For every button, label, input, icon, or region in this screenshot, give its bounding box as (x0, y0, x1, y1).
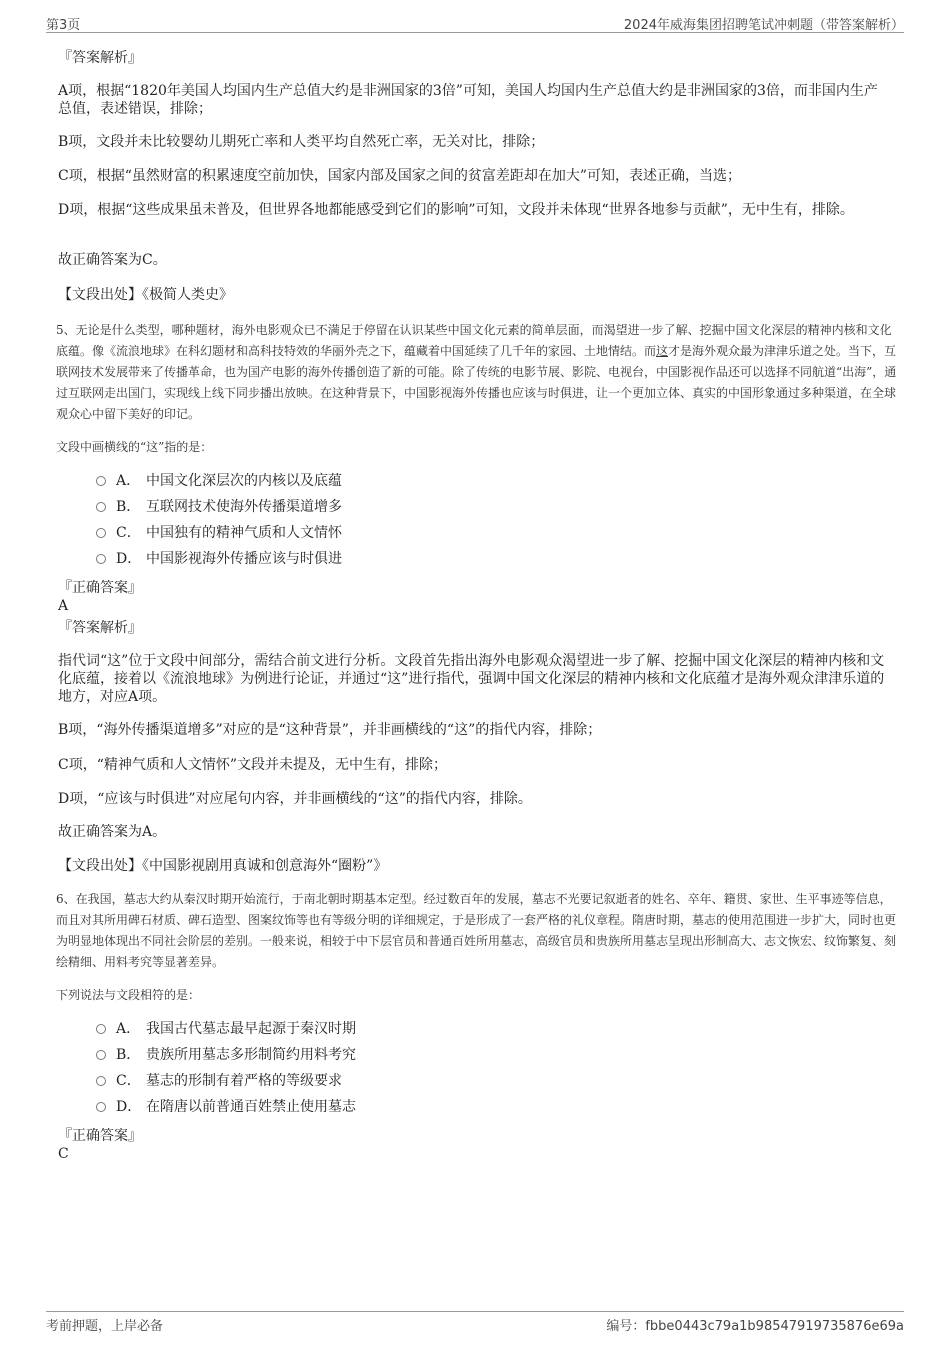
q6-option-a[interactable]: A． 我国古代墓志最早起源于秦汉时期 (96, 1020, 356, 1038)
q5-analysis-d: D项，“应该与时俱进”对应尾句内容，并非画横线的“这”的指代内容，排除。 (58, 791, 532, 807)
q5-underlined-word: 这 (656, 344, 669, 358)
q5-option-b[interactable]: B． 互联网技术使海外传播渠道增多 (96, 498, 342, 516)
radio-icon[interactable] (96, 528, 106, 538)
q5-stem: 文段中画横线的“这”指的是： (56, 440, 213, 454)
radio-icon[interactable] (96, 502, 106, 512)
q4-analysis-d: D项，根据“这些成果虽未普及，但世界各地都能感受到它们的影响”可知，文段并未体现“世界各地参与贡献”，无中生有，排除。 (58, 202, 854, 218)
q6-option-c[interactable]: C． 墓志的形制有着严格的等级要求 (96, 1072, 342, 1090)
q6-stem: 下列说法与文段相符的是： (56, 988, 201, 1002)
radio-icon[interactable] (96, 1050, 106, 1060)
q5-option-c[interactable]: C． 中国独有的精神气质和人文情怀 (96, 524, 342, 542)
q5-analysis-b: B项，“海外传播渠道增多”对应的是“这种背景”，并非画横线的“这”的指代内容，排除； (58, 722, 602, 738)
q4-analysis-a: A项，根据“1820年美国人均国内生产总值大约是非洲国家的3倍”可知，美国人均国内生产总值大约是非洲国家的3倍，而非国内生产总值，表述错误，排除； (58, 83, 878, 117)
q4-conclusion: 故正确答案为C。 (58, 252, 167, 268)
q5-passage-before: 5、无论是什么类型，哪种题材，海外电影观众已不满足于停留在认识某些中国文化元素的简单层面，而渴望进一步了解、挖掘中国文化深层的精神内核和文化底蕴。像《流浪地球》在科幻题材和高科技特效的华丽外壳之下，蕴藏着中国延续了几千年的家园、土地情结。而 (56, 323, 892, 358)
radio-icon[interactable] (96, 1024, 106, 1034)
radio-icon[interactable] (96, 476, 106, 486)
footer-slogan: 考前押题，上岸必备 (46, 1319, 164, 1334)
q5-analysis-label: 『答案解析』 (58, 620, 142, 636)
q5-passage (56, 320, 898, 425)
document-title: 2024年威海集团招聘笔试冲刺题（带答案解析） (623, 18, 904, 33)
q4-analysis-c: C项，根据“虽然财富的积累速度空前加快，国家内部及国家之间的贫富差距却在加大”可知，表述正确，当选； (58, 168, 742, 184)
q5-analysis-main: 指代词“这”位于文段中间部分，需结合前文进行分析。文段首先指出海外电影观众渴望进一步了解、挖掘中国文化深层的精神内核和文化底蕴，接着以《流浪地球》为例进行论证，并通过“这”进行指代，强调中国文化深层的精神内核和文化底蕴才是海外观众津津乐道的地方，对应A项。 (58, 653, 885, 705)
page-header (46, 14, 904, 33)
q6-option-b[interactable]: B． 贵族所用墓志多形制简约用料考究 (96, 1046, 356, 1064)
q6-answer: C (58, 1146, 69, 1162)
radio-icon[interactable] (96, 1076, 106, 1086)
q5-conclusion: 故正确答案为A。 (58, 824, 167, 840)
q5-passage-after: 才是海外观众最为津津乐道之处。当下，互联网技术发展带来了传播革命，也为国产电影的海外传播创造了新的可能。除了传统的电影节展、影院、电视台，中国影视作品还可以选择不同航道“出海”，通过互联网走出国门，实现线上线下同步播出放映。在这种背景下，中国影视海外传播也应该与时俱进，让一个更加立体、真实的中国形象通过多种渠道，在全球观众心中留下美好的印记。 (56, 344, 897, 421)
q4-source: 【文段出处】《极简人类史》 (58, 287, 233, 303)
q4-analysis-b: B项，文段并未比较婴幼儿期死亡率和人类平均自然死亡率，无关对比，排除； (58, 134, 545, 150)
q5-option-d[interactable]: D． 中国影视海外传播应该与时俱进 (96, 550, 342, 568)
q6-passage: 6、在我国，墓志大约从秦汉时期开始流行，于南北朝时期基本定型。经过数百年的发展，墓志不光要记叙逝者的姓名、卒年、籍贯、家世、生平事迹等信息，而且对其所用碑石材质、碑石造型、图案纹饰等也有等级分明的详细规定，于是形成了一套严格的礼仪章程。隋唐时期，墓志的使用范围进一步扩大，同时也更为明显地体现出不同社会阶层的差别。一般来说，相较于中下层官员和普通百姓所用墓志，高级官员和贵族所用墓志呈现出形制高大、志文恢宏、纹饰繁复、刻绘精细、用料考究等显著差异。 (56, 892, 897, 969)
radio-icon[interactable] (96, 1102, 106, 1112)
page-footer (46, 1311, 904, 1332)
page-number: 第3页 (46, 18, 81, 33)
q5-analysis-c: C项，“精神气质和人文情怀”文段并未提及，无中生有，排除； (58, 757, 448, 773)
q5-answer-label: 『正确答案』 (58, 580, 142, 596)
radio-icon[interactable] (96, 554, 106, 564)
q5-source: 【文段出处】《中国影视剧用真诚和创意海外“圈粉”》 (58, 858, 388, 874)
q5-answer: A (58, 598, 69, 614)
q4-analysis-label: 『答案解析』 (58, 50, 142, 66)
q6-answer-label: 『正确答案』 (58, 1128, 142, 1144)
q5-option-a[interactable]: A． 中国文化深层次的内核以及底蕴 (96, 472, 342, 490)
q6-option-d[interactable]: D． 在隋唐以前普通百姓禁止使用墓志 (96, 1098, 356, 1116)
document-id: 编号：fbbe0443c79a1b98547919735876e69a (606, 1319, 904, 1334)
